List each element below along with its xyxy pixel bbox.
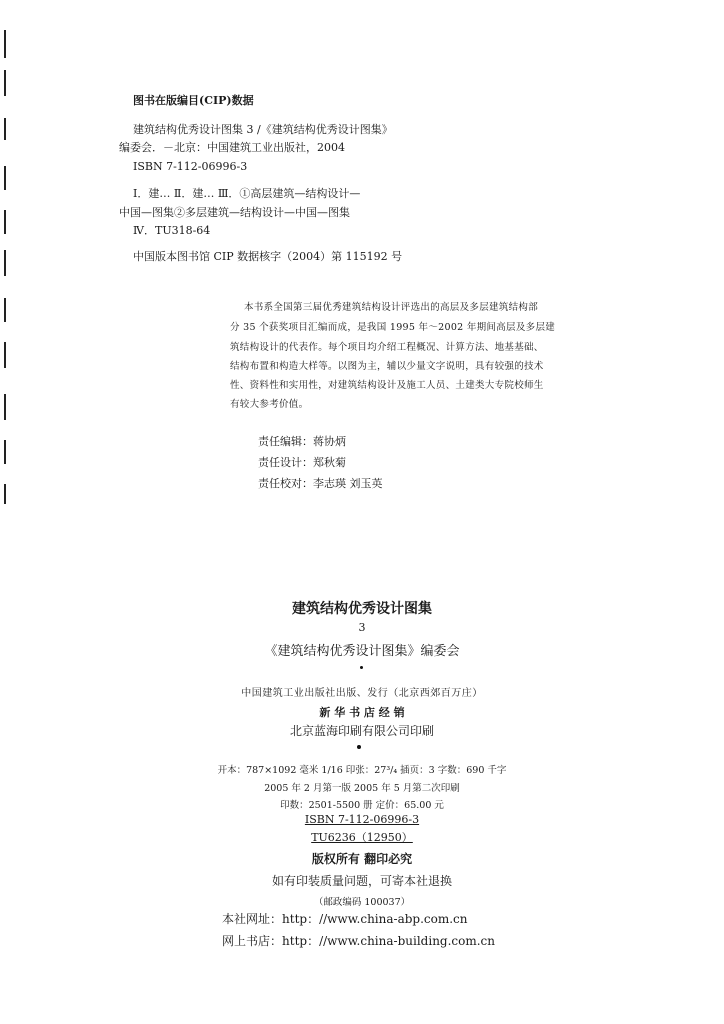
scan-edge-mark	[4, 394, 6, 420]
description-line: 本书系全国第三届优秀建筑结构设计评选出的高层及多层建筑结构部	[244, 302, 539, 313]
credit-value: 蒋协炳	[313, 435, 346, 448]
credit-label: 责任设计：	[258, 456, 313, 469]
credit-value: 郑秋菊	[313, 456, 346, 469]
colophon-isbn: ISBN 7-112-06996-3	[304, 813, 420, 826]
description-line: 有较大参考价值。	[230, 399, 309, 410]
colophon-code: TU6236（12950）	[311, 831, 413, 844]
website-label: 本社网址：	[222, 912, 283, 926]
cip-line: ISBN 7-112-06996-3	[133, 160, 248, 173]
scan-edge-mark	[4, 250, 6, 276]
scan-edge-mark	[4, 166, 6, 190]
separator-dot	[360, 666, 363, 669]
scan-edge-mark	[4, 118, 6, 140]
cip-line: 建筑结构优秀设计图集 3 /《建筑结构优秀设计图集》	[133, 123, 393, 136]
credit-value: 李志瑛 刘玉英	[313, 477, 383, 490]
bookstore-link[interactable]: http：//www.china-building.com.cn	[282, 934, 496, 948]
scan-edge-mark	[4, 70, 6, 96]
scan-edge-mark	[4, 342, 6, 368]
scan-edge-mark	[4, 484, 6, 504]
scan-edge-mark	[4, 298, 6, 322]
colophon-rights: 版权所有 翻印必究	[311, 852, 413, 866]
description-line: 结构布置和构造大样等。以图为主，辅以少量文字说明，具有较强的技术	[230, 361, 544, 372]
cip-line: 编委会．－北京：中国建筑工业出版社，2004	[119, 141, 345, 154]
colophon-specs: 开本：787×1092 毫米 1/16 印张：27³/₄ 插页：3 字数：690 千字	[217, 765, 507, 776]
description-line: 筑结构设计的代表作。每个项目均介绍工程概况、计算方法、地基基础、	[230, 342, 544, 353]
colophon-publisher: 中国建筑工业出版社出版、发行（北京西郊百万庄）	[241, 688, 483, 699]
colophon-volume: 3	[358, 621, 366, 634]
colophon-postcode: （邮政编码 100037）	[313, 897, 411, 908]
colophon-returns: 如有印装质量问题，可寄本社退换	[271, 874, 452, 888]
colophon-editor: 《建筑结构优秀设计图集》编委会	[264, 644, 460, 659]
publisher-website	[222, 913, 468, 926]
cip-line: Ⅳ．TU318-64	[133, 224, 211, 237]
scan-edge-mark	[4, 30, 6, 58]
cip-heading: 图书在版编目(CIP)数据	[133, 94, 254, 107]
online-bookstore	[222, 935, 495, 948]
credit-editor	[258, 435, 346, 448]
cip-line: 中国版本图书馆 CIP 数据核字（2004）第 115192 号	[133, 250, 403, 263]
separator-dot	[357, 745, 361, 749]
credit-proofreader	[258, 477, 383, 490]
colophon-distributor: 新 华 书 店 经 销	[319, 706, 405, 719]
bookstore-label: 网上书店：	[222, 934, 283, 948]
credit-designer	[258, 456, 346, 469]
colophon-editions: 2005 年 2 月第一版 2005 年 5 月第二次印刷	[264, 783, 460, 794]
credit-label: 责任校对：	[258, 477, 313, 490]
website-link[interactable]: http：//www.china-abp.com.cn	[282, 912, 468, 926]
colophon-title: 建筑结构优秀设计图集	[292, 601, 432, 617]
credit-label: 责任编辑：	[258, 435, 313, 448]
cip-line: Ⅰ．建… Ⅱ．建… Ⅲ．①高层建筑—结构设计—	[133, 187, 361, 200]
scan-edge-mark	[4, 210, 6, 234]
cip-line: 中国—图集②多层建筑—结构设计—中国—图集	[119, 206, 350, 219]
description-line: 分 35 个获奖项目汇编而成，是我国 1995 年～2002 年期间高层及多层建	[230, 322, 556, 333]
description-line: 性、资料性和实用性，对建筑结构设计及施工人员、土建类大专院校师生	[230, 380, 544, 391]
colophon-print-run: 印数：2501-5500 册 定价：65.00 元	[280, 800, 444, 811]
scan-edge-mark	[4, 440, 6, 464]
colophon-printer: 北京蓝海印刷有限公司印刷	[289, 724, 434, 738]
